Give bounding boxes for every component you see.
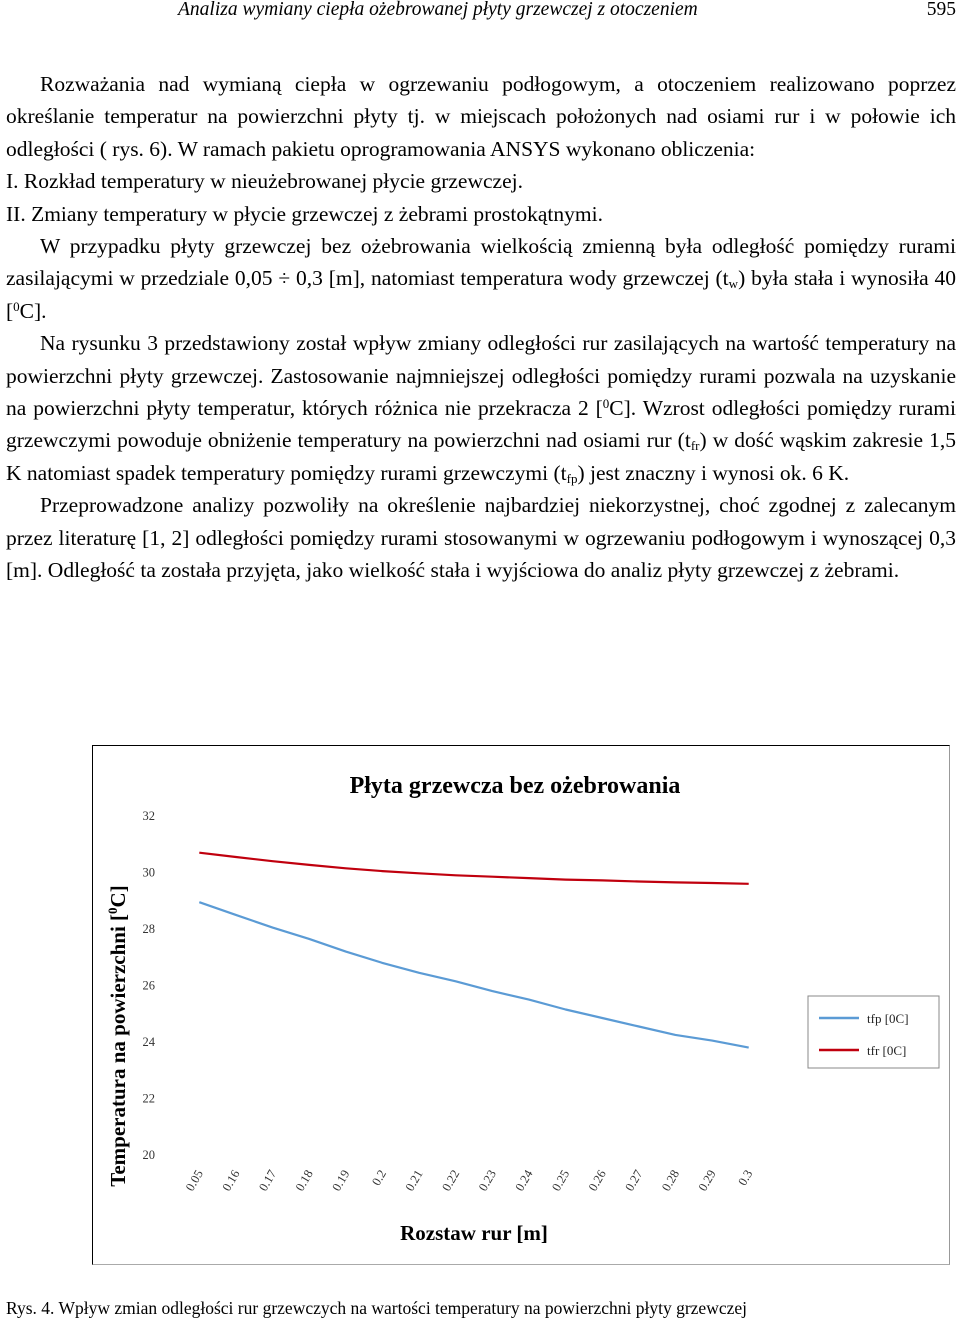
paragraph-intro: Rozważania nad wymianą ciepła w ogrzewaniu podłogowym, a otoczeniem realizowano poprzez określanie temperatur na powierzchni płyty tj. w miejscach położonych nad osiami rur i w połowie ich odległości ( rys. 6). W ramach pakietu oprogramowania ANSYS wykonano obliczenia: bbox=[6, 72, 956, 161]
x-tick-label: 0.29 bbox=[695, 1167, 719, 1194]
text-run: ) jest znaczny i wynosi ok. 6 K. bbox=[577, 460, 850, 485]
paragraph-figure-discussion bbox=[6, 327, 956, 489]
superscript-degree: 0 bbox=[13, 298, 20, 314]
series-tfr bbox=[199, 853, 749, 884]
running-title: Analiza wymiany ciepła ożebrowanej płyty grzewczej z otoczeniem bbox=[178, 0, 698, 20]
text-run: C]. bbox=[19, 298, 47, 323]
y-axis-title bbox=[105, 885, 130, 1186]
y-tick-label: 26 bbox=[142, 978, 155, 993]
x-tick-label: 0.19 bbox=[329, 1167, 353, 1194]
page-number: 595 bbox=[926, 0, 956, 20]
figure-caption: Rys. 4. Wpływ zmian odległości rur grzewczych na wartości temperatury na powierzchni płyty grzewczej bbox=[6, 1298, 747, 1318]
subscript-w: w bbox=[728, 276, 739, 292]
x-tick-label: 0.28 bbox=[658, 1167, 683, 1194]
x-tick-label: 0.25 bbox=[549, 1167, 573, 1194]
x-tick-label: 0.3 bbox=[735, 1167, 756, 1189]
line-chart bbox=[93, 746, 949, 1264]
x-tick-label: 0.05 bbox=[182, 1167, 206, 1194]
x-tick-label: 0.24 bbox=[512, 1167, 536, 1194]
body-text bbox=[6, 68, 956, 587]
text-run: C]. Wzrost odległości pomiędzy rurami grzewczymi powoduje obniżenie temperatury na powierzchni nad osiami rur (t bbox=[6, 396, 956, 453]
x-tick-label: 0.26 bbox=[585, 1167, 609, 1194]
chart-title: Płyta grzewcza bez ożebrowania bbox=[349, 773, 681, 799]
x-tick-label: 0.17 bbox=[256, 1167, 280, 1194]
text-run: W przypadku płyty grzewczej bez ożebrowania wielkością zmienną była odległość pomiędzy rurami zasilającymi w przedziale 0,05 ÷ 0,3 [m], natomiast temperatura wody grzewczej (t bbox=[6, 234, 956, 291]
text-run: ) w dość wąskim zakresie 1,5 K natomiast spadek temperatury pomiędzy rurami grzewczymi (t bbox=[6, 428, 956, 485]
x-axis-ticks bbox=[183, 1167, 755, 1194]
x-axis-title: Rozstaw rur [m] bbox=[400, 1221, 548, 1245]
y-axis-ticks bbox=[143, 809, 156, 1162]
page-header bbox=[0, 0, 960, 24]
y-axis-title-end: C] bbox=[106, 885, 130, 908]
y-tick-label: 20 bbox=[142, 1148, 155, 1162]
x-tick-label: 0.21 bbox=[402, 1167, 426, 1194]
paragraph-conclusion: Przeprowadzone analizy pozwoliły na określenie najbardziej niekorzystnej, choć zgodnej z zalecanym przez literaturę [1, 2] odległości pomiędzy rurami stosowanymi w ogrzewaniu podłogowym i wynoszącej 0,3 [m]. Odległość ta została przyjęta, jako wielkość stała i wyjściowa do analiz płyty grzewczej z żebrami. bbox=[6, 493, 956, 583]
y-tick-label: 30 bbox=[142, 865, 155, 880]
series-tfp bbox=[199, 902, 749, 1048]
subscript-fp: fp bbox=[566, 470, 578, 486]
y-tick-label: 28 bbox=[142, 922, 155, 936]
y-axis-title-main: Temperatura na powierzchni [ bbox=[106, 913, 130, 1187]
y-axis-title-sup: 0 bbox=[105, 907, 120, 914]
legend-label: tfp [0C] bbox=[867, 1011, 909, 1026]
text-run: ) była stała i wynosiła 40 [ bbox=[6, 266, 956, 323]
x-tick-label: 0.27 bbox=[622, 1167, 646, 1194]
series-layer bbox=[199, 853, 749, 1048]
y-tick-label: 22 bbox=[142, 1091, 155, 1106]
series-line bbox=[199, 902, 748, 1047]
superscript-degree: 0 bbox=[602, 396, 610, 412]
paragraph-no-fins bbox=[6, 230, 956, 327]
y-tick-label: 24 bbox=[142, 1035, 155, 1049]
x-tick-label: 0.18 bbox=[292, 1167, 316, 1194]
series-line bbox=[199, 853, 748, 884]
legend-label: tfr [0C] bbox=[867, 1043, 907, 1058]
list-item-2: II. Zmiany temperatury w płycie grzewczej z żebrami prostokątnymi. bbox=[6, 201, 603, 226]
x-tick-label: 0.2 bbox=[369, 1167, 390, 1189]
subscript-fr: fr bbox=[690, 438, 700, 454]
legend bbox=[808, 996, 939, 1068]
x-tick-label: 0.23 bbox=[475, 1167, 499, 1194]
list-item-1: I. Rozkład temperatury w nieużebrowanej płycie grzewczej. bbox=[6, 169, 523, 194]
y-tick-label: 32 bbox=[142, 809, 155, 823]
x-tick-label: 0.22 bbox=[439, 1167, 463, 1194]
x-tick-label: 0.16 bbox=[219, 1167, 243, 1194]
text-run: Na rysunku 3 przedstawiony został wpływ zmiany odległości rur zasilających na wartość temperatury na powierzchni płyty grzewczej. Zastosowanie najmniejszej odległości pomiędzy rurami pozwala na uzyskanie na powierzchni płyty temperatur, których różnica nie przekracza 2 [ bbox=[6, 331, 956, 421]
chart-frame bbox=[92, 745, 950, 1265]
